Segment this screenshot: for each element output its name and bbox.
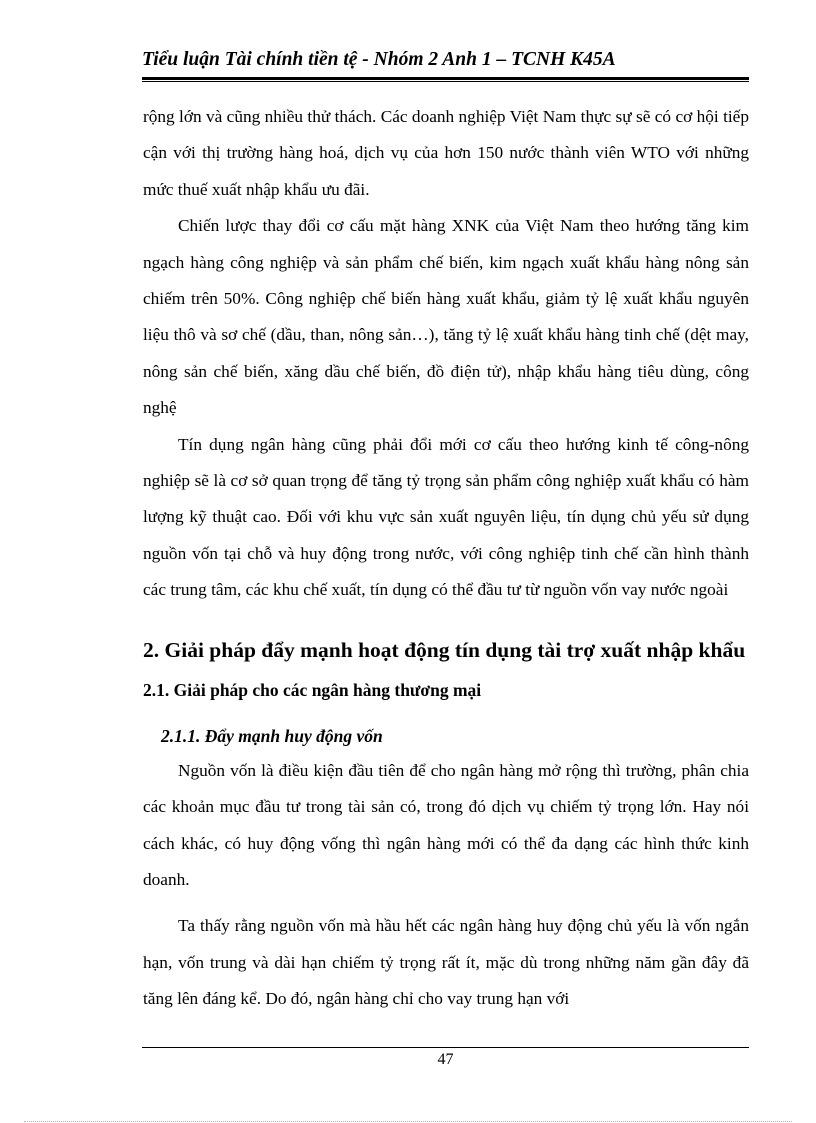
page-body — [143, 99, 749, 1018]
paragraph-short-term-capital: Ta thấy rằng nguồn vốn mà hầu hết các ngân hàng huy động chủ yếu là vốn ngắn hạn, vốn trung và dài hạn chiếm tỷ trọng rất ít, mặc dù trong những năm gần đây đã tăng lên đáng kể. Do đó, ngân hàng chỉ cho vay trung hạn với — [143, 916, 749, 1009]
footer-divider — [142, 1047, 749, 1048]
paragraph-capital-source: Nguồn vốn là điều kiện đầu tiên để cho ngân hàng mở rộng thì trường, phân chia các khoản mục đầu tư trong tài sản có, trong đó dịch vụ chiếm tỷ trọng lớn. Hay nói cách khác, có huy động vống thì ngân hàng mới có thể đa dạng các hình thức kinh doanh. — [143, 760, 749, 889]
page-bottom-dotted-border — [24, 1121, 792, 1122]
paragraph-continued: rộng lớn và cũng nhiều thử thách. Các doanh nghiệp Việt Nam thực sự sẽ có cơ hội tiếp cận với thị trường hàng hoá, dịch vụ của hơn 150 nước thành viên WTO với những mức thuế xuất nhập khẩu ưu đãi. — [143, 107, 749, 199]
subsection-heading: 2.1. Giải pháp cho các ngân hàng thương mại — [143, 679, 482, 700]
paragraph-export-strategy: Chiến lược thay đổi cơ cấu mặt hàng XNK của Việt Nam theo hướng tăng kim ngạch hàng công nghiệp và sản phẩm chế biến, kim ngạch xuất khẩu hàng nông sản chiếm trên 50%. Công nghiệp chế biến hàng xuất khẩu, giảm tỷ lệ xuất khẩu nguyên liệu thô và sơ chế (dầu, than, nông sản…), tăng tỷ lệ xuất khẩu hàng tinh chế (dệt may, nông sản chế biến, xăng dầu chế biến, đồ điện tử), nhập khẩu hàng tiêu dùng, công nghệ — [143, 216, 749, 418]
paragraph-bank-credit: Tín dụng ngân hàng cũng phải đổi mới cơ cấu theo hướng kinh tế công-nông nghiệp sẽ là cơ sở quan trọng để tăng tỷ trọng sản phẩm công nghiệp xuất khẩu có hàm lượng kỹ thuật cao. Đối với khu vực sản xuất nguyên liệu, tín dụng chủ yếu sử dụng nguồn vốn tại chỗ và huy động trong nước, với công nghiệp tinh chế cần hình thành các trung tâm, các khu chế xuất, tín dụng có thể đầu tư từ nguồn vốn vay nước ngoài — [143, 434, 749, 600]
subsubsection-heading: 2.1.1. Đẩy mạnh huy động vốn — [161, 725, 383, 746]
page-number: 47 — [437, 1051, 454, 1068]
header-divider — [142, 77, 749, 82]
section-heading: 2. Giải pháp đẩy mạnh hoạt động tín dụng tài trợ xuất nhập khẩu — [143, 637, 746, 662]
page-header: Tiểu luận Tài chính tiền tệ - Nhóm 2 Anh 1 – TCNH K45A — [142, 49, 616, 70]
